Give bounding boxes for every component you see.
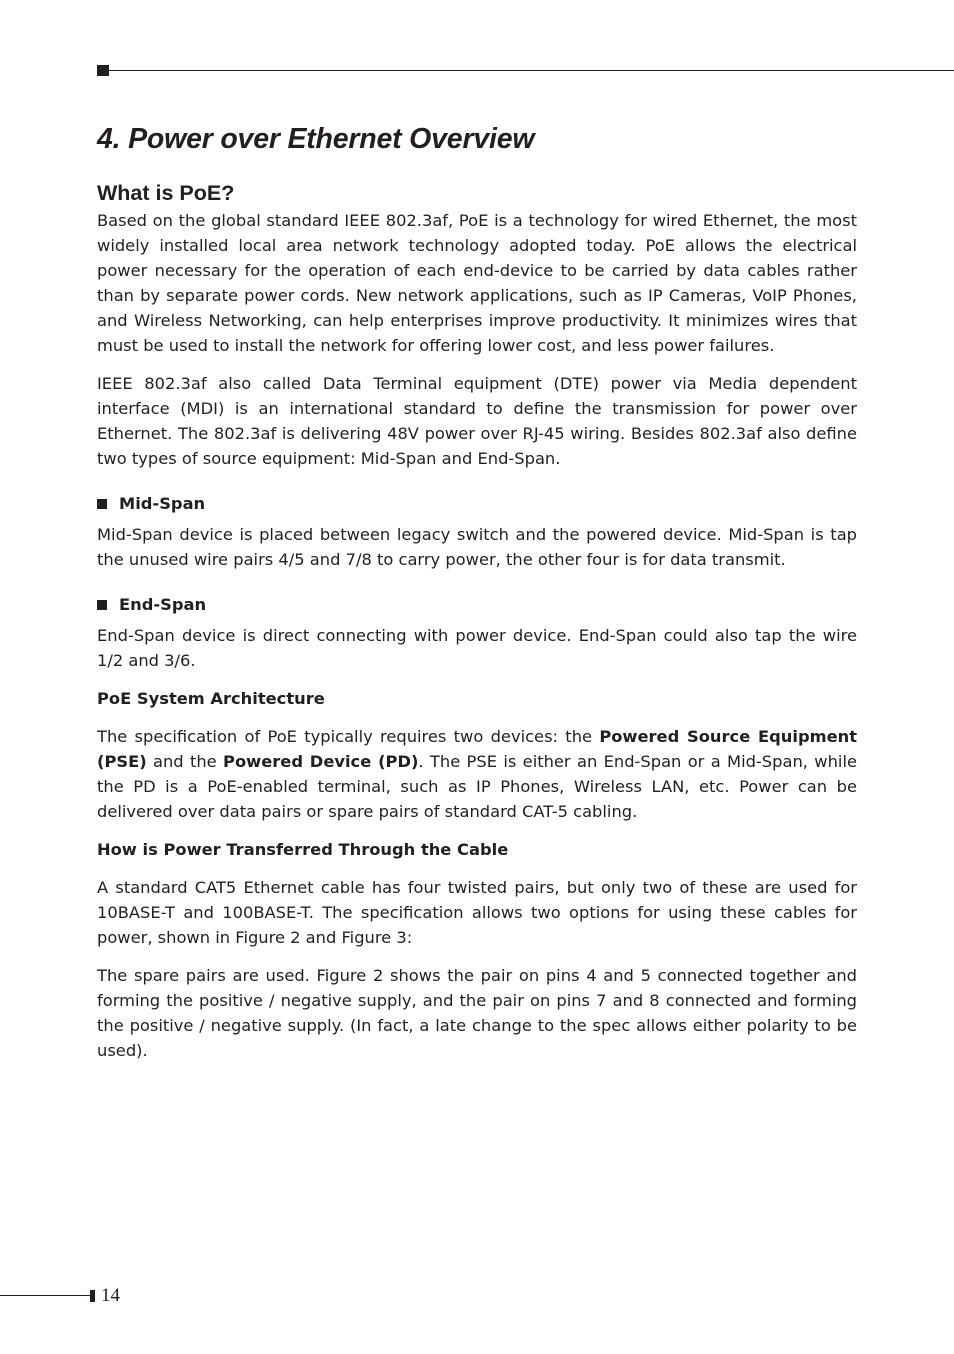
header-rule	[109, 70, 954, 71]
intro-paragraph-1: Based on the global standard IEEE 802.3af, PoE is a technology for wired Ethernet, the most widely installed local area network technology adopted today. PoE allows the electrical power necessary for the operation of each end-device to be carried by data cables rather than by separate power cords. New network applications, such as IP Cameras, VoIP Phones, and Wireless Networking, can help enterprises improve productivity. It minimizes wires that must be used to install the network for offering lower cost, and less power failures.	[97, 211, 857, 355]
pse-term: Powered Source Equipment (PSE)	[97, 727, 857, 771]
architecture-text-3: . The PSE is either an End-Span or a Mid-Span, while the PD is a PoE-enabled terminal, such as IP Phones, Wireless LAN, etc. Power can be delivered over data pairs or spare pairs of standard CAT-5 cabling.	[97, 752, 857, 821]
mid-span-heading-text: Mid-Span	[119, 494, 206, 513]
end-span-heading	[97, 592, 857, 617]
architecture-text-1: The specification of PoE typically requires two devices: the	[97, 727, 600, 746]
architecture-heading: PoE System Architecture	[97, 689, 325, 708]
end-span-body: End-Span device is direct connecting with power device. End-Span could also tap the wire 1/2 and 3/6.	[97, 626, 857, 670]
bullet-square-icon	[97, 600, 107, 610]
intro-paragraph-2: IEEE 802.3af also called Data Terminal equipment (DTE) power via Media dependent interface (MDI) is an international standard to define the transmission for power over Ethernet. The 802.3af is delivering 48V power over RJ-45 wiring. Besides 802.3af also define two types of source equipment: Mid-Span and End-Span.	[97, 374, 857, 468]
pd-term: Powered Device (PD)	[223, 752, 419, 771]
transfer-paragraph-2: The spare pairs are used. Figure 2 shows the pair on pins 4 and 5 connected together and forming the positive / negative supply, and the pair on pins 7 and 8 connected and forming the positive / negative supply. (In fact, a late change to the spec allows either polarity to be used).	[97, 966, 857, 1060]
mid-span-body: Mid-Span device is placed between legacy switch and the powered device. Mid-Span is tap the unused wire pairs 4/5 and 7/8 to carry power, the other four is for data transmit.	[97, 525, 857, 569]
header-square-marker	[97, 65, 109, 76]
page-content	[97, 118, 857, 1063]
end-span-heading-text: End-Span	[119, 595, 207, 614]
mid-span-heading	[97, 491, 857, 516]
transfer-heading: How is Power Transferred Through the Cable	[97, 840, 509, 859]
chapter-title: 4. Power over Ethernet Overview	[97, 123, 535, 155]
section-title: What is PoE?	[97, 181, 235, 205]
architecture-paragraph	[97, 724, 857, 824]
footer-rule	[0, 1295, 90, 1296]
footer-marker	[90, 1290, 95, 1302]
bullet-square-icon	[97, 499, 107, 509]
architecture-text-2: and the	[146, 752, 224, 771]
transfer-paragraph-1: A standard CAT5 Ethernet cable has four twisted pairs, but only two of these are used for 10BASE-T and 100BASE-T. The specification allows two options for using these cables for power, shown in Figure 2 and Figure 3:	[97, 878, 857, 947]
page-number: 14	[101, 1285, 120, 1306]
